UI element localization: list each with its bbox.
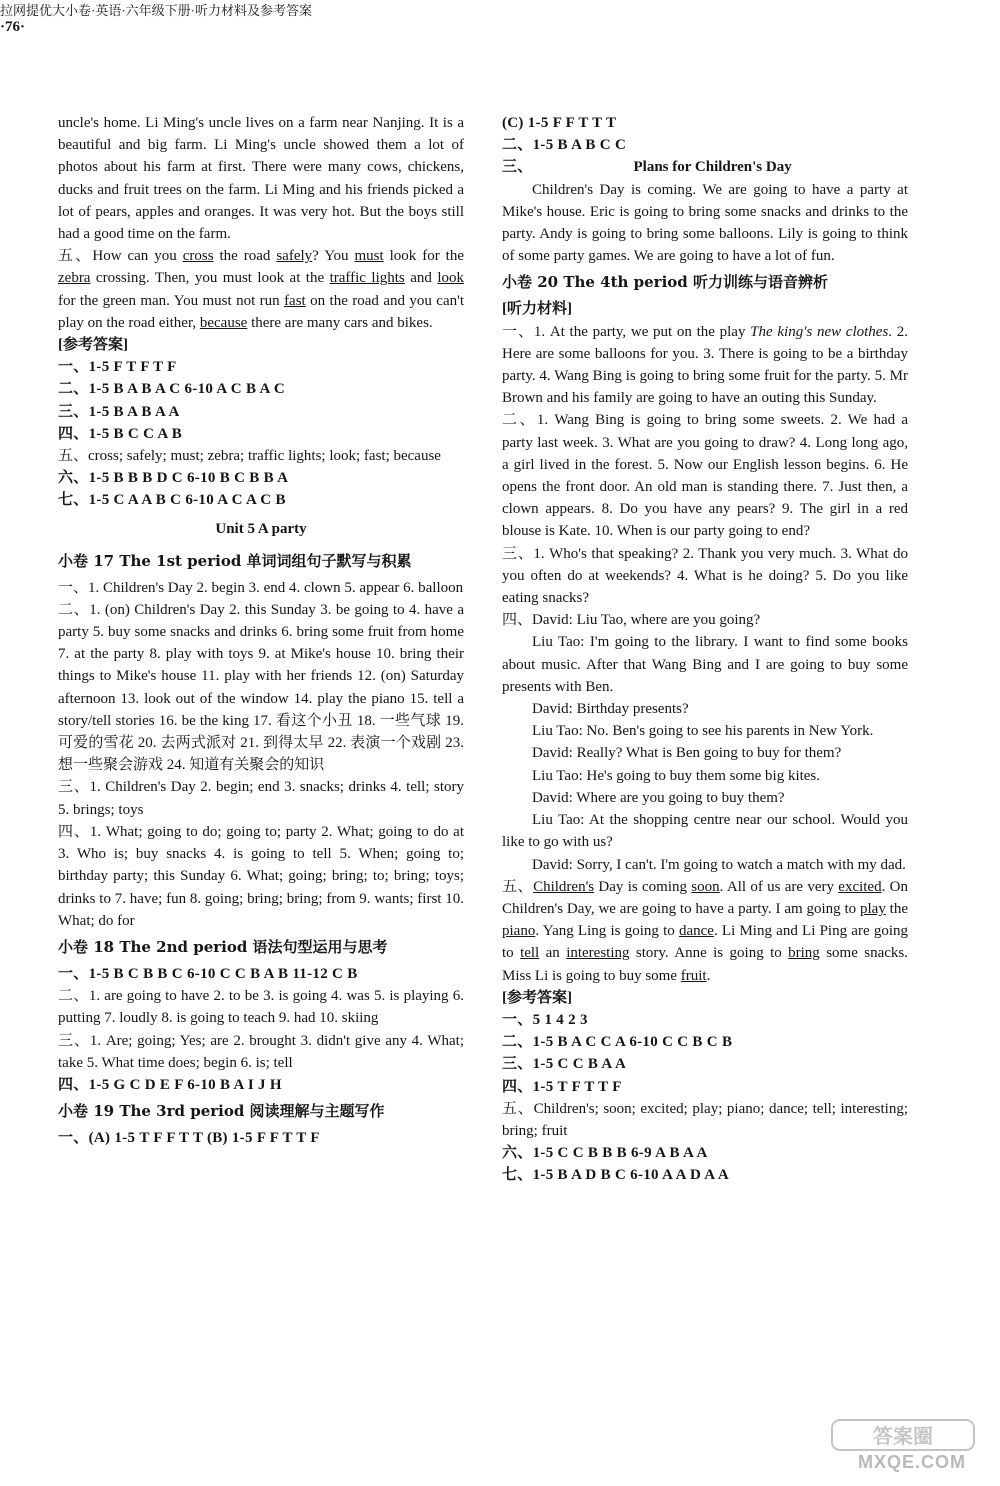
dialogue-line: David: Really? What is Ben going to buy for them? xyxy=(532,745,842,762)
writing-text: Children's Day is coming. We are going to have a party at Mike's house. Eric is going to bring some snacks and drinks to the party. Andy is going to bring some balloons. Lily is going to think of some party games. We are going to have a lot of fun. xyxy=(502,181,908,265)
answer-line: 四、1-5 B C C A B xyxy=(58,425,183,442)
answer-paragraph: 二、1. are going to have 2. to be 3. is going 4. was 5. is playing 6. putting 7. loudly 8. is going to teach 9. had 10. skiing xyxy=(58,988,464,1027)
dialogue-line: Liu Tao: At the shopping centre near our school. Would you like to go with us? xyxy=(502,812,908,851)
answer-paragraph: 三、1. Children's Day 2. begin; end 3. snacks; drinks 4. tell; story 5. brings; toys xyxy=(58,779,464,818)
left-column xyxy=(58,112,464,1149)
answer-line: 二、1-5 B A C C A 6-10 C C B C B xyxy=(502,1034,733,1051)
answer-line: 三、1-5 C C B A A xyxy=(502,1056,627,1073)
listening-label: [听力材料] xyxy=(502,301,573,318)
dialogue-line: David: Sorry, I can't. I'm going to watch a match with my dad. xyxy=(532,856,906,873)
listening-part-5: 五、Children's Day is coming soon. All of us are very excited. On Children's Day, we are going to have a party. I am going to play the piano. Yang Ling is going to dance. Li Ming and Li Ping are going to tell an interesting story. Anne is going to bring some snacks. Miss Li is going to buy some fruit. xyxy=(502,878,909,984)
section-heading-p18: 小卷 18 The 2nd period 语法句型运用与思考 xyxy=(58,937,388,956)
answers-label: [参考答案] xyxy=(58,337,129,354)
answers-label: [参考答案] xyxy=(502,989,573,1006)
answer-line: (C) 1-5 F F T T T xyxy=(502,115,617,131)
answer-line: 六、1-5 B B B D C 6-10 B C B B A xyxy=(58,470,289,487)
page-number: ·76· xyxy=(0,19,26,35)
dialogue-line: David: Where are you going to buy them? xyxy=(532,789,785,806)
answer-line: 六、1-5 C C B B B 6-9 A B A A xyxy=(502,1145,708,1162)
answer-paragraph: 一、1. Children's Day 2. begin 3. end 4. clown 5. appear 6. balloon xyxy=(58,579,464,596)
answer-line: 一、5 1 4 2 3 xyxy=(502,1011,588,1028)
section-heading-p19: 小卷 19 The 3rd period 阅读理解与主题写作 xyxy=(58,1102,385,1121)
answer-line: 二、1-5 B A B A C 6-10 A C B A C xyxy=(58,381,285,398)
answer-line: 五、Children's; soon; excited; play; piano; dance; tell; interesting; bring; fruit xyxy=(502,1100,908,1139)
answer-line: 七、1-5 C A A B C 6-10 A C A C B xyxy=(58,492,286,509)
listening-part-3: 三、1. Who's that speaking? 2. Thank you very much. 3. What do you often do at weekends? 4. What is he doing? 5. Do you like eating snacks? xyxy=(502,545,908,607)
answer-line: 五、cross; safely; must; zebra; traffic lights; look; fast; because xyxy=(58,448,441,465)
answer-line: 四、1-5 T F T T F xyxy=(502,1078,622,1095)
watermark-logo-text: 答案圈 xyxy=(873,1424,933,1448)
answer-line: 一、1-5 B C B B C 6-10 C C B A B 11-12 C B xyxy=(58,965,358,982)
answer-line: 三、1-5 B A B A A xyxy=(58,403,180,420)
dialogue-line: 四、David: Liu Tao, where are you going? xyxy=(502,612,761,629)
dialogue-line: Liu Tao: No. Ben's going to see his parents in New York. xyxy=(532,723,874,740)
writing-title-line: 三、 Plans for Children's Day xyxy=(502,156,908,178)
listening-part-2: 二、1. Wang Bing is going to bring some sweets. 2. We had a party last week. 3. What are you going to draw? 4. Long long ago, a girl lived in the forest. 5. Now our English lesson begins. 6. He opens the front door. An old man is standing there. 7. Just then, a clown appears. 8. Do you have any pears? 9. The girl in a red blouse is Kate. 10. When is our party going to end? xyxy=(502,412,908,540)
dialogue-line: Liu Tao: He's going to buy them some big kites. xyxy=(532,767,821,784)
answer-line: 七、1-5 B A D B C 6-10 A A D A A xyxy=(502,1167,729,1184)
right-column xyxy=(502,112,908,1187)
watermark-url: MXQE.COM xyxy=(857,1452,966,1472)
answer-paragraph: 四、1. What; going to do; going to; party 2. What; going to do at 3. Who is; buy snacks 4. is going to tell 5. When; going to; birthday party; this Sunday 6. What; going; bring; to; bring; toys; drinks to 7. have; fun 8. going; bring; bring; from 9. wants; first 10. What; do for xyxy=(58,823,464,929)
answer-line: 一、1-5 F T F T F xyxy=(58,359,177,376)
answer-line: 四、1-5 G C D E F 6-10 B A I J H xyxy=(58,1076,282,1093)
dialogue-line: Liu Tao: I'm going to the library. I want to find some books about music. After that Wang Bing and I are going to buy some presents with Ben. xyxy=(502,634,908,695)
dialogue-line: David: Birthday presents? xyxy=(532,701,689,718)
listening-part-1: 一、1. At the party, we put on the play The king's new clothes. 2. Here are some balloons for you. 3. There is going to be a birthday party. 4. Wang Bing is going to bring some fruit for the party. 5. Mr Brown and his family are going to have an outing this Sunday. xyxy=(502,323,908,407)
answer-section-5-text: 五、How can you cross the road safely? You must look for the zebra crossing. Then, you must look at the traffic lights and look for the green man. You must not run fast on the road and you can't play on the road either, because there are many cars and bikes. xyxy=(58,248,465,331)
footer-title: 拉网提优大小卷·英语·六年级下册·听力材料及参考答案 xyxy=(0,3,312,18)
answer-paragraph: 二、1. (on) Children's Day 2. this Sunday 3. be going to 4. have a party 5. buy some snacks and drinks 6. bring some fruit from home 7. at the party 8. play with toys 9. at Mike's house 10. bring their things to Mike's house 11. play with her friends 12. (on) Saturday afternoon 13. look out of the window 14. play the piano 15. tell a story/tell stories 16. be the king 17. 看这个小丑 18. 一些气球 19. 可爱的雪花 20. 去两式派对 21. 到得太早 22. 表演一个戏剧 23. 想一些聚会游戏 24. 知道有关聚会的知识 xyxy=(58,601,464,774)
writing-title: Plans for Children's Day xyxy=(633,159,792,176)
section-heading-p20: 小卷 20 The 4th period 听力训练与语音辨析 xyxy=(502,273,828,292)
answer-line: 二、1-5 B A B C C xyxy=(502,137,627,154)
answer-paragraph: 三、1. Are; going; Yes; are 2. brought 3. didn't give any 4. What; take 5. What time does; begin 6. is; tell xyxy=(58,1032,464,1071)
story-continued: uncle's home. Li Ming's uncle lives on a farm near Nanjing. It is a beautiful and big farm. Li Ming's uncle showed them a lot of photos about his farm at first. There were many cows, chickens, ducks and fruit trees on the farm. Li Ming and his friends picked a lot of pears, apples and oranges. It was very hot. But the boys still had a good time on the farm. xyxy=(58,115,464,243)
unit-title: Unit 5 A party xyxy=(215,520,307,537)
answer-line: 一、(A) 1-5 T F F T T (B) 1-5 F F T T F xyxy=(58,1130,320,1147)
section-heading-p17: 小卷 17 The 1st period 单词词组句子默写与积累 xyxy=(58,551,412,570)
